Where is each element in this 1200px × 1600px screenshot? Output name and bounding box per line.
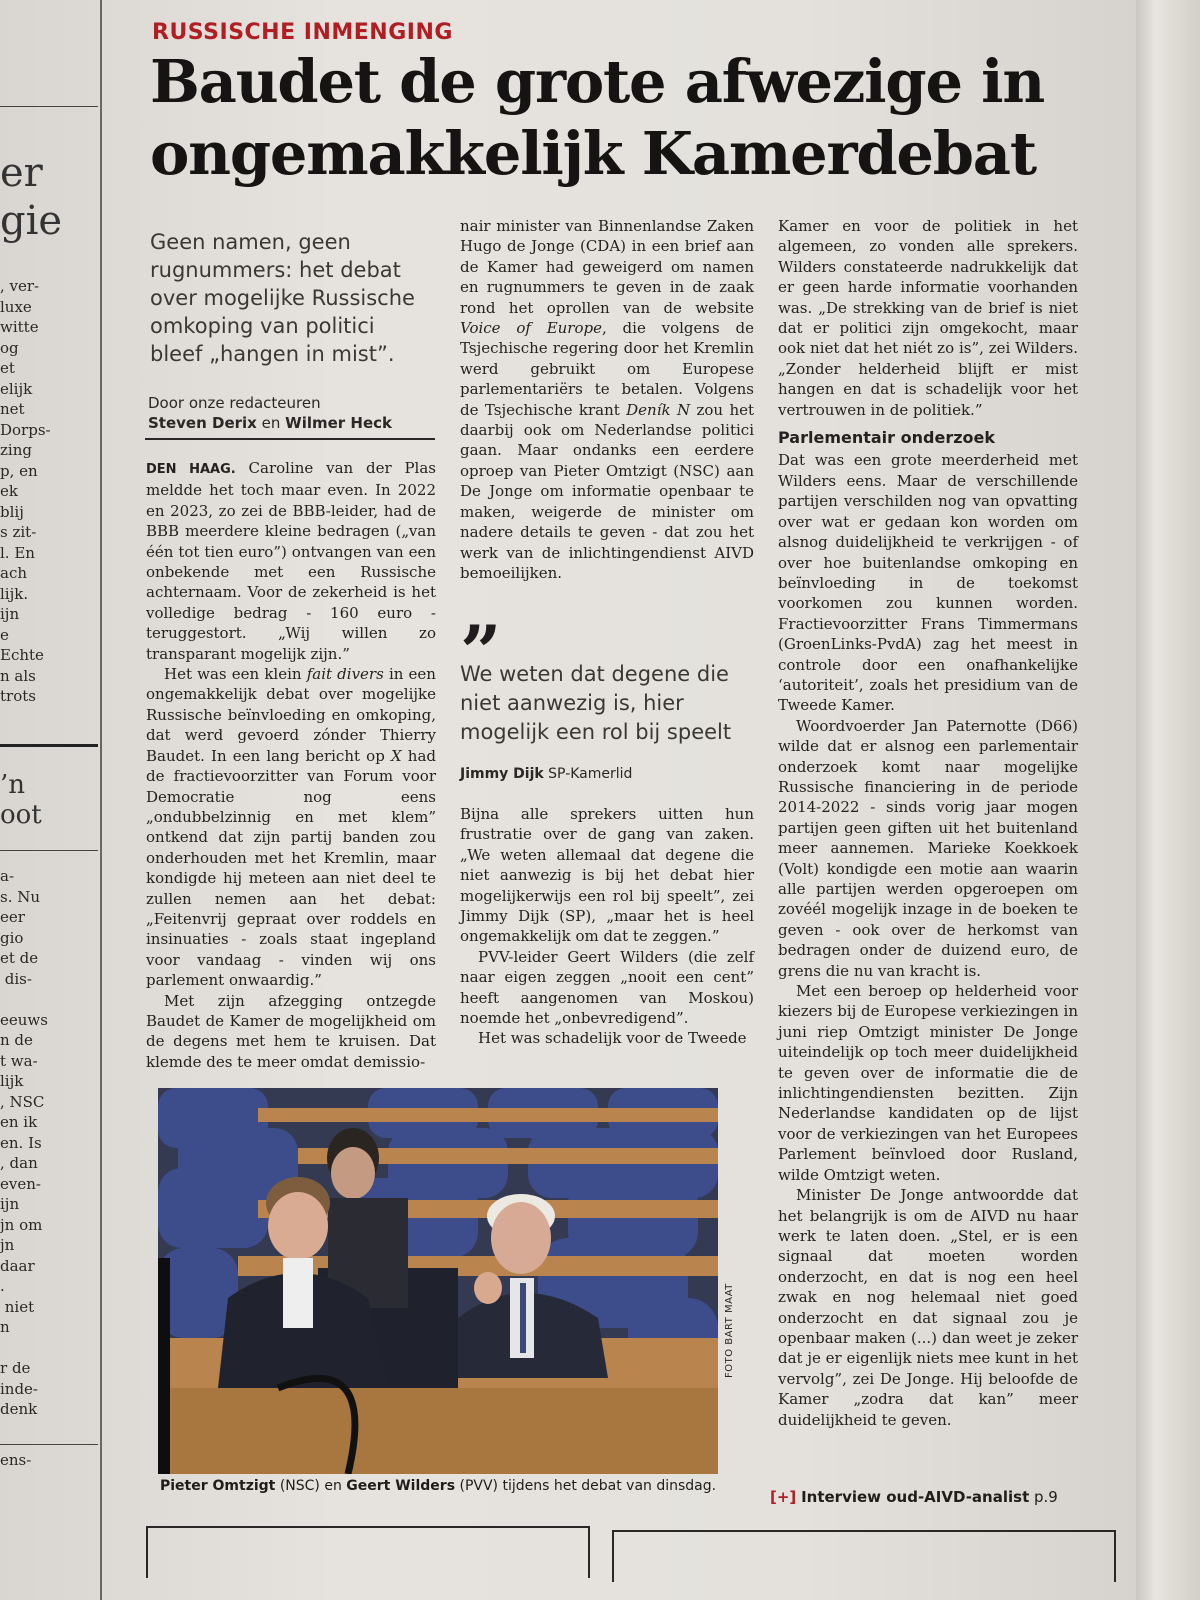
cross-reference-page: p.9 [1029, 1488, 1058, 1506]
paragraph-text: , die volgens de Tsjechische regering door het Kremlin werd gebruikt om Europese parlementariërs te betalen. Volgens de Tsjechische krant [460, 319, 754, 419]
author-name: Wilmer Heck [285, 414, 393, 432]
byline-authors [148, 414, 392, 432]
adjacent-article-sliver [0, 0, 98, 1600]
byline-conjunction: en [261, 414, 281, 432]
byline-prefix: Door onze redacteuren [148, 394, 321, 412]
paragraph: Met zijn afzegging ontzegde Baudet de Kamer de mogelijkheid om de degens met hem te kruisen. Dat klemde des te meer omdat demissio- [146, 991, 436, 1071]
paragraph: Kamer en voor de politiek in het algemeen, zo vonden alle sprekers. Wilders constateerde nadrukkelijk dat er geen harde informatie voorhanden was. „De strekking van de brief is niet dat er politici zijn omgekocht, maar ook niet dat het niét zo is”, zei Wilders. „Zonder helderheid blijft er mist hangen en dat is schadelijk voor het vertrouwen in de politiek.” [778, 217, 1078, 419]
emphasis: X [390, 746, 402, 765]
page-edge [1136, 0, 1200, 1600]
paragraph-text: Het was een klein [164, 665, 307, 684]
quote-role: SP-Kamerlid [548, 766, 633, 782]
news-photo [158, 1088, 718, 1474]
paragraph [146, 664, 436, 991]
kicker-label: RUSSISCHE INMENGING [152, 20, 453, 45]
caption-text: (PVV) tijdens het debat van dinsdag. [455, 1478, 717, 1494]
paragraph-text: Caroline van der Plas meldde het toch maar even. In 2022 en 2023, zo zei de BBB-leider, had de BBB meerdere kleine bedragen („van één tot tien euro”) ontvangen van een onbekende met een Russische achternaam. Voor de zekerheid is het volledige bedrag - 160 euro - teruggestort. „Wij willen zo transparant mogelijk zijn.” [146, 459, 436, 663]
paragraph: Dat was een grote meerderheid met Wilders eens. Maar de verschillende partijen verschilden nog van opvatting over wat er gedaan kon worden om alsnog duidelijkheid te verkrijgen - of over hoe buitenlandse omkoping en beïnvloeding in de toekomst voorkomen zou kunnen worden. Fractievoorzitter Frans Timmermans (GroenLinks-PvdA) zag het meest in controle door een onafhankelijke ‘autoriteit’, zoals het presidium van de Tweede Kamer. [778, 451, 1078, 715]
paragraph-text: zou het daarbij ook om Nederlandse politici gaan. Maar ondanks een eerdere oproep van Pieter Omtzigt (NSC) aan De Jonge om informatie openbaar te maken, weigerde de minister om nadere details te geven - dat zou het werk van de inlichtingendienst AIVD bemoeilijken. [460, 400, 755, 582]
adjacent-heading-line: er [0, 150, 43, 196]
caption-text: (NSC) en [275, 1478, 347, 1494]
photo-caption [160, 1478, 716, 1494]
emphasis: Voice of Europe [460, 319, 602, 338]
article-column-1 [146, 458, 436, 1072]
emphasis: Deník N [626, 400, 691, 419]
pull-quote-attribution [460, 766, 632, 782]
pull-quote: We weten dat degene die niet aanwezig is, hier mogelijk een rol bij speelt [460, 662, 732, 744]
paragraph-text: had de fractievoorzitter van Forum voor Democratie nog eens „ondubbelzinnig en met klem” ontkend dat zijn partij banden zou onderhouden met het Kremlin, maar kondigde hij meteen aan niet deel te zullen nemen aan het debat: „Feitenvrij gepraat over roddels en insinuaties - zoals staat ingepland voor vandaag - vinden wij ons parlement onwaardig.” [146, 746, 436, 990]
lede-intro: Geen namen, geen rugnummers: het debat over mogelijke Russische omkoping van politici bleef „hangen in mist”. [150, 230, 415, 366]
adjacent-heading-line: ’n [0, 770, 26, 800]
plus-icon: [+] [770, 1488, 797, 1506]
adjacent-text-fragment: ens- [0, 1451, 32, 1469]
cross-reference [770, 1488, 1058, 1506]
author-name: Steven Derix [148, 414, 257, 432]
caption-name: Pieter Omtzigt [160, 1478, 276, 1494]
article-column-2 [460, 216, 754, 583]
section-subhead: Parlementair onderzoek [778, 428, 995, 448]
column-rule [0, 106, 98, 107]
quote-mark-icon: ” [460, 609, 502, 694]
next-article-frame [146, 1526, 590, 1578]
photo-illustration [158, 1088, 718, 1474]
article-column-2-continued [460, 804, 754, 1049]
paragraph-text: nair minister van Binnenlandse Zaken Hugo de Jonge (CDA) in een brief aan de Kamer had geweigerd om namen en rugnummers te geven in de zaak rond het oprollen van de website [460, 217, 754, 317]
next-article-frame [612, 1530, 1116, 1582]
column-rule [0, 850, 98, 851]
paragraph [146, 458, 436, 664]
column-rule [0, 744, 98, 747]
paragraph: Het was schadelijk voor de Tweede [478, 1029, 747, 1048]
adjacent-text-fragment: a- s. Nu eer gio et de dis- eeuws n de t wa- lijk , NSC en ik en. Is , dan even- ijn jn om jn daar . niet n r de inde- denk [0, 867, 48, 1418]
adjacent-heading-line: gie [0, 198, 63, 244]
paragraph [460, 216, 754, 583]
headline-line: Baudet de grote afwezige in [150, 47, 1045, 116]
paragraph: Woordvoerder Jan Paternotte (D66) wilde dat er alsnog een parlementair onderzoek komt naar mogelijke Russische financiering in de periode 2014-2022 - sinds vorig jaar mogen partijen geen giften uit het buitenland meer aannemen. Marieke Koekkoek (Volt) kondigde een motie aan waarin alle partijen werden opgeroepen om zovéél mogelijk inzage in de boeken te geven - ook over de herkomst van bedragen onder de duizend euro, de grens die nu van kracht is. [778, 716, 1078, 980]
dateline: DEN HAAG. [146, 462, 236, 477]
cross-reference-title: Interview oud-AIVD-analist [801, 1488, 1030, 1506]
headline-line: ongemakkelijk Kamerdebat [150, 119, 1036, 188]
quote-speaker: Jimmy Dijk [460, 766, 544, 782]
caption-name: Geert Wilders [346, 1478, 456, 1494]
paragraph: Bijna alle sprekers uitten hun frustratie over de gang van zaken. „We weten allemaal dat degene die niet aanwezig is bij het debat hier mogelijkerwijs een rol bij speelt”, zei Jimmy Dijk (SP), „maar het is heel ongemakkelijk om dat te zeggen.” [460, 805, 754, 946]
column-rule [0, 1444, 98, 1445]
article-column-3 [778, 216, 1078, 1430]
paragraph: PVV-leider Geert Wilders (die zelf naar eigen zeggen „nooit een cent” heeft aangenomen van Moskou) noemde het „onbevredigend”. [460, 947, 754, 1028]
headline [150, 46, 1110, 190]
adjacent-text-fragment: , ver- luxe witte og et elijk net Dorps- zing p, en ek blij s zit- l. En ach lijk. ijn e Echte n als trots [0, 277, 51, 705]
paragraph: Minister De Jonge antwoordde dat het belangrijk is om de AIVD nu haar werk te laten doen. „Stel, er is een signaal dat moeten worden onderzocht, en dat is nog een heel zwak en nog helemaal niet goed onderzocht en dat signaal zou je openbaar maken (...) dan weet je zeker dat je er eigenlijk niets mee kunt in het vervolg”, zei De Jonge. Hij beloofde de Kamer „zodra dat kan” meer duidelijkheid te geven. [778, 1186, 1078, 1429]
adjacent-heading-line: oot [0, 800, 42, 830]
emphasis: fait divers [306, 665, 384, 684]
byline-rule [145, 438, 435, 440]
paragraph-text: in een ongemakkelijk debat over mogelijke Russische beïnvloeding en omkoping, dat werd gevoerd zónder Thierry Baudet. In een lang bericht op [146, 665, 436, 765]
paragraph: Met een beroep op helderheid voor kiezers bij de Europese verkiezingen in juni riep Omtzigt minister De Jonge uiteindelijk op toch meer duidelijkheid te geven over de informatie die de inlichtingendiensten bezitten. Zijn Nederlandse kandidaten op de lijst voor de verkiezingen van het Europees Parlement beïnvloed door Rusland, wilde Omtzigt weten. [778, 982, 1078, 1184]
column-divider [100, 0, 102, 1600]
photo-credit: FOTO BART MAAT [724, 1283, 735, 1378]
